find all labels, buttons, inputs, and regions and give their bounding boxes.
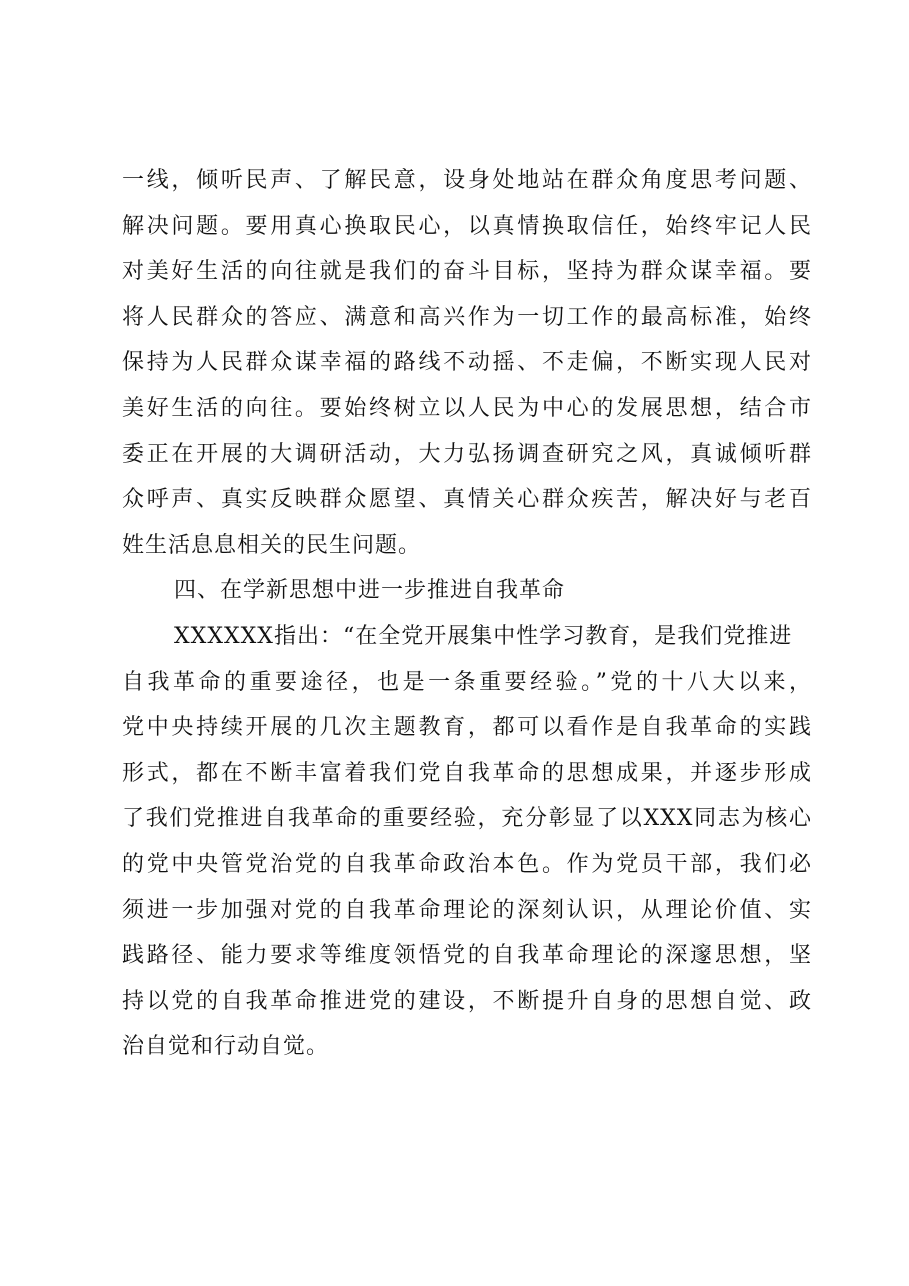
- paragraph-line: 了我们党推进自我革命的重要经验，充分彰显了以XXX同志为核心: [122, 806, 812, 832]
- paragraph-line: 持以党的自我革命推进党的建设，不断提升自身的思想自觉、政: [122, 988, 812, 1014]
- paragraph-line: 党中央持续开展的几次主题教育，都可以看作是自我革命的实践: [122, 715, 812, 741]
- paragraph-line: 治自觉和行动自觉。: [122, 1034, 330, 1060]
- paragraph-line: 姓生活息息相关的民生问题。: [122, 532, 422, 558]
- paragraph-line: 践路径、能力要求等维度领悟党的自我革命理论的深邃思想，坚: [122, 943, 812, 969]
- paragraph-line: 众呼声、真实反映群众愿望、真情关心群众疾苦，解决好与老百: [122, 487, 812, 513]
- paragraph-line: 一线，倾听民声、了解民意，设身处地站在群众角度思考问题、: [122, 168, 812, 193]
- paragraph-line: 解决问题。要用真心换取民心，以真情换取信任，始终牢记人民: [122, 213, 812, 239]
- paragraph-line: 保持为人民群众谋幸福的路线不动摇、不走偏，不断实现人民对: [122, 350, 812, 376]
- paragraph-line: XXXXXX指出：“在全党开展集中性学习教育，是我们党推进: [174, 623, 793, 649]
- paragraph-people-centered: [122, 158, 812, 1070]
- paragraph-line: 委正在开展的大调研活动，大力弘扬调查研究之风，真诚倾听群: [122, 441, 812, 467]
- paragraph-line: 形式，都在不断丰富着我们党自我革命的思想成果，并逐步形成: [122, 760, 812, 786]
- paragraph-line: 美好生活的向往。要始终树立以人民为中心的发展思想，结合市: [122, 395, 812, 421]
- paragraph-line: 将人民群众的答应、满意和高兴作为一切工作的最高标准，始终: [122, 304, 812, 330]
- section-heading: 四、在学新思想中进一步推进自我革命: [174, 578, 566, 604]
- paragraph-line: 须进一步加强对党的自我革命理论的深刻认识，从理论价值、实: [122, 897, 812, 923]
- paragraph-line: 自我革命的重要途径，也是一条重要经验。”党的十八大以来，: [122, 669, 812, 695]
- paragraph-line: 对美好生活的向往就是我们的奋斗目标，坚持为群众谋幸福。要: [122, 259, 812, 285]
- paragraph-line: 的党中央管党治党的自我革命政治本色。作为党员干部，我们必: [122, 851, 812, 877]
